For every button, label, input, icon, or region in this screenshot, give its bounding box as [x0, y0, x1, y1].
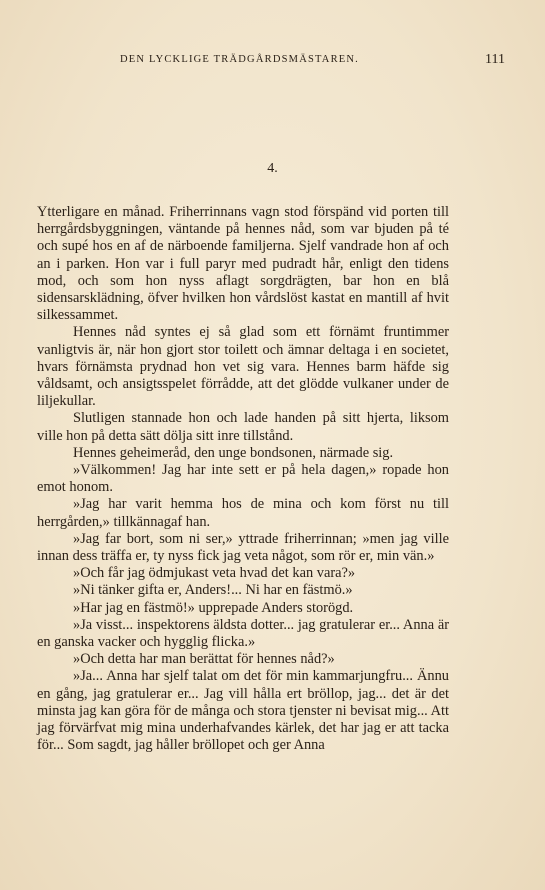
paragraph: Ytterligare en månad. Friherrinnans vagn stod förspänd vid porten till herrgårdsbyggningen, väntande på hennes nåd, som var bjuden på té och supé hos en af de närboende familjerna. Sjelf vandrade hon af och an i parken. Hon var i full paryr med pudradt hår, enligt den tidens mod, och som hon nyss aflagt sorgdrägten, bar hon en blå sidensarsklädning, öfver hvilken hon vårdslöst kastat en mantill af hvit silkessammet.: [37, 204, 449, 324]
paragraph: Slutligen stannade hon och lade handen på sitt hjerta, liksom ville hon på detta sätt dölja sitt inre tillstånd.: [37, 410, 449, 444]
paragraph: »Jag har varit hemma hos de mina och kom först nu till herrgården,» tillkännagaf han.: [37, 496, 449, 530]
running-title: DEN LYCKLIGE TRÄDGÅRDSMÄSTAREN.: [120, 54, 359, 65]
running-head: [36, 52, 509, 72]
paragraph: »Och får jag ödmjukast veta hvad det kan vara?»: [73, 565, 356, 582]
paragraph: »Jag far bort, som ni ser,» yttrade friherrinnan; »men jag ville innan dess träffa er, ty nyss fick jag veta något, som rör er, min vän.»: [37, 530, 449, 565]
paragraph: »Ja visst... inspektorens äldsta dotter... jag gratulerar er... Anna är en ganska vacker och hygglig flicka.»: [37, 616, 449, 651]
paragraph: »Välkommen! Jag har inte sett er på hela dagen,» ropade hon emot honom.: [37, 462, 449, 496]
chapter-number: 4.: [267, 161, 278, 176]
paragraph: »Ja... Anna har sjelf talat om det för min kammarjungfru... Ännu en gång, jag gratulerar er... Jag vill hålla ert bröllop, jag... det är det minsta jag kan göra för de många och stora tjenster ni bevisat mig... Att jag förvärfvat mig mina underhafvandes kärlek, det har jag er att tacka för... Som sagdt, jag håller bröllopet och ger Anna: [37, 668, 449, 754]
paragraph: »Och detta har man berättat för hennes nåd?»: [73, 651, 335, 668]
paragraph: »Ni tänker gifta er, Anders!... Ni har en fästmö.»: [73, 582, 353, 599]
paragraph: Hennes nåd syntes ej så glad som ett förnämt fruntimmer vanligtvis är, när hon gjort stor toilett och ämnar deltaga i en societet, hvars förnämsta prydnad hon vet sig vara. Hennes barm häfde sig våldsamt, och ansigtsspelet förrådde, att det glödde vulkaner under de liljekullar.: [37, 324, 449, 410]
body-text: [37, 204, 449, 755]
page-number: 111: [485, 52, 505, 67]
paragraph: »Har jag en fästmö!» upprepade Anders storögd.: [73, 599, 354, 616]
paragraph: Hennes geheimeråd, den unge bondsonen, närmade sig.: [73, 444, 394, 461]
